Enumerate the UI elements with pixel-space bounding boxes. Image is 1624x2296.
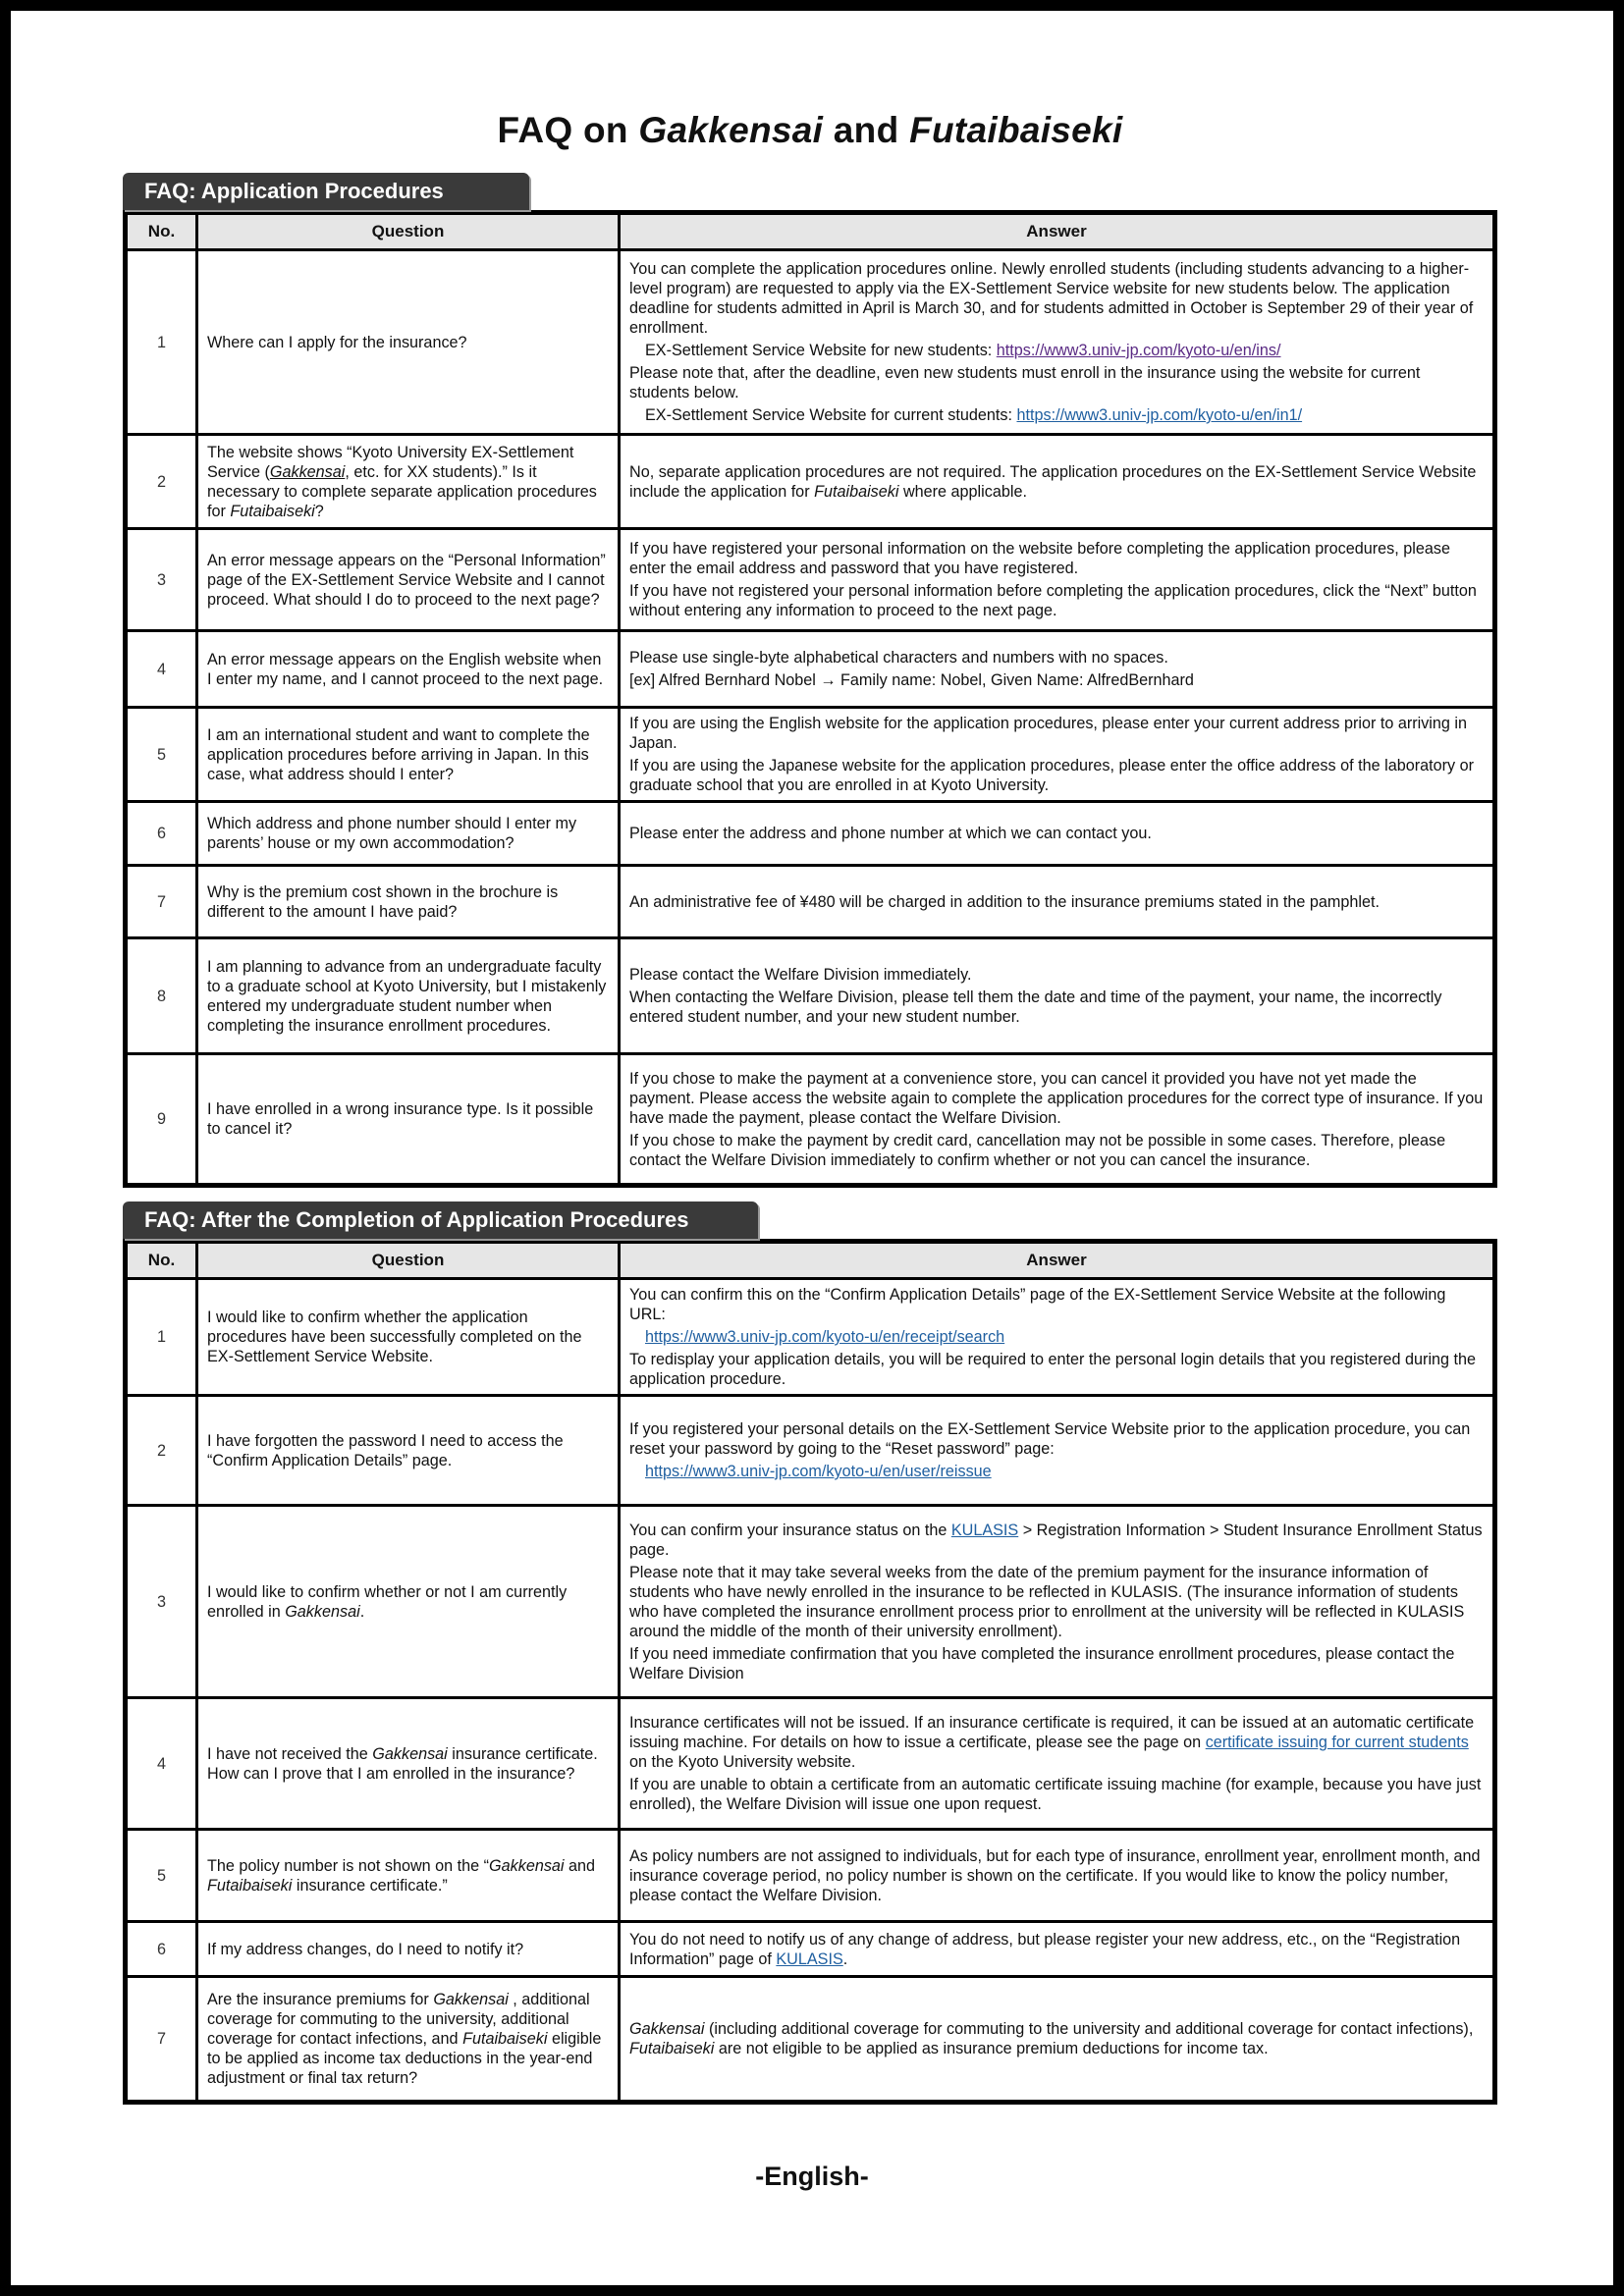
question-em: Gakkensai [489, 1856, 565, 1875]
question-text: and [564, 1856, 596, 1875]
question-cell: If my address changes, do I need to notify it? [197, 1922, 620, 1977]
question-cell: I am planning to advance from an undergraduate faculty to a graduate school at Kyoto University, but I mistakenly entered my undergraduate student number when completing the insurance enrollment procedures. [197, 938, 620, 1054]
question-cell [197, 435, 620, 529]
question-cell: Where can I apply for the insurance? [197, 250, 620, 435]
table-row [126, 1922, 1495, 1977]
answer-cell [620, 1279, 1495, 1396]
question-text: insurance certificate. How can I prove that I am enrolled in the insurance? [207, 1744, 598, 1783]
answer-cell: As policy numbers are not assigned to individuals, but for each type of insurance, enrollment year, enrollment month, and insurance coverage period, no policy number is shown on the certificate. If you would like to know the policy number, please contact the Welfare Division. [620, 1830, 1495, 1922]
row-number: 7 [126, 866, 197, 938]
answer-text: If you chose to make the payment by credit card, cancellation may not be possible in some cases. Therefore, please contact the Welfare Division immediately to confirm whether or not you can cancel the insurance. [629, 1131, 1446, 1169]
answer-text: No, separate application procedures are not required. The application procedures on the EX-Settlement Service Website include the application for [629, 462, 1477, 501]
answer-text: You do not need to notify us of any change of address, but please register your new address, etc., on the “Registration Information” page of [629, 1930, 1461, 1968]
receipt-search-url-link[interactable]: https://www3.univ-jp.com/kyoto-u/en/receipt/search [645, 1328, 1005, 1346]
answer-cell [620, 1054, 1495, 1186]
table-row [126, 1698, 1495, 1830]
table-row [126, 708, 1495, 802]
question-em: Futaibaiseki [230, 502, 315, 520]
question-text: , additional coverage for commuting to the university, additional coverage for contact infections, and [207, 1991, 590, 2048]
answer-text [629, 1521, 1484, 1560]
table-header-row [126, 1242, 1495, 1279]
language-footer: -English- [755, 2162, 869, 2191]
new-students-url-link[interactable]: https://www3.univ-jp.com/kyoto-u/en/ins/ [996, 342, 1281, 359]
answer-em: Futaibaiseki [629, 2040, 715, 2057]
section-header-after-completion: FAQ: After the Completion of Application Procedures [123, 1201, 758, 1239]
answer-cell [620, 938, 1495, 1054]
answer-cell [620, 1698, 1495, 1830]
row-number: 4 [126, 1698, 197, 1830]
column-header-question: Question [197, 213, 620, 250]
page-title [123, 110, 1497, 151]
table-row [126, 1977, 1495, 2103]
question-em: Gakkensai [269, 462, 346, 481]
question-cell [197, 1830, 620, 1922]
answer-text: When contacting the Welfare Division, please tell them the date and time of the payment, your name, the incorrectly entered student number, and your new student number. [629, 988, 1442, 1026]
answer-text: Please note that it may take several weeks from the date of the premium payment for the insurance information of students who have newly enrolled in the insurance to be reflected in KULASIS. (The insurance information of students who have completed the insurance enrollment process prior to enrollment at the university will be reflected in KULASIS around the middle of the month of their university enrollment). [629, 1563, 1465, 1640]
question-text: eligible to be applied as income tax deductions in the year-end adjustment or final tax return? [207, 2030, 602, 2087]
row-number: 1 [126, 1279, 197, 1396]
answer-text: If you chose to make the payment at a convenience store, you can cancel it provided you have not yet made the payment. Please access the website again to complete the application procedures for the correct type of insurance. If you have made the payment, please contact the Welfare Division. [629, 1069, 1484, 1127]
answer-text: If you have registered your personal information on the website before completing the application procedures, please enter the email address and password that you have registered. [629, 540, 1450, 577]
row-number: 3 [126, 529, 197, 631]
table-row [126, 1396, 1495, 1506]
question-cell [197, 1698, 620, 1830]
row-number: 6 [126, 802, 197, 866]
answer-text: . [842, 1949, 848, 1968]
answer-text [629, 1713, 1484, 1772]
question-em: Futaibaiseki [207, 1876, 293, 1895]
kulasis-link[interactable]: KULASIS [950, 1521, 1019, 1539]
certificate-issuing-link[interactable]: certificate issuing for current students [1205, 1734, 1469, 1751]
answer-cell [620, 250, 1495, 435]
row-number: 4 [126, 631, 197, 708]
column-header-answer: Answer [620, 213, 1495, 250]
question-text: ? [314, 502, 324, 520]
answer-text: where applicable. [898, 482, 1027, 501]
question-text: The policy number is not shown on the “ [207, 1856, 490, 1875]
title-text: and [823, 110, 910, 150]
question-em: Gakkensai [372, 1744, 448, 1763]
link-label: EX-Settlement Service Website for new students: [645, 342, 997, 359]
answer-text: If you have not registered your personal information before completing the application procedures, click the “Next” button without entering any information to proceed to the next page. [629, 582, 1477, 619]
answer-text: Please note that, after the deadline, even new students must enroll in the insurance using the website for current students below. [629, 364, 1421, 401]
question-text: insurance certificate.” [292, 1876, 448, 1895]
answer-text: > Registration Information > Student Insurance Enrollment Status page. [629, 1521, 1483, 1559]
column-header-answer: Answer [620, 1242, 1495, 1279]
table-row [126, 938, 1495, 1054]
question-em: Futaibaiseki [462, 2030, 548, 2048]
answer-text: If you are unable to obtain a certificate from an automatic certificate issuing machine (for example, because you have just enrolled), the Welfare Division will issue one upon request. [629, 1776, 1482, 1813]
title-em-futaibaiseki: Futaibaiseki [909, 110, 1123, 150]
table-row [126, 1279, 1495, 1396]
answer-text: You can confirm your insurance status on the [629, 1521, 951, 1539]
answer-text [629, 405, 1484, 425]
answer-text: If you are using the Japanese website for the application procedures, please enter the office address of the laboratory or graduate school that you are enrolled in at Kyoto University. [629, 757, 1474, 794]
answer-text: [ex] Alfred Bernhard Nobel → Family name: Nobel, Given Name: AlfredBernhard [629, 671, 1194, 689]
column-header-no: No. [126, 1242, 197, 1279]
row-number: 3 [126, 1506, 197, 1698]
row-number: 7 [126, 1977, 197, 2103]
answer-text: You can confirm this on the “Confirm Application Details” page of the EX-Settlement Service Website at the following URL: [629, 1286, 1446, 1323]
answer-cell [620, 708, 1495, 802]
document-content [123, 98, 1497, 2118]
question-em: Gakkensai [433, 1991, 509, 2008]
table-header-row [126, 213, 1495, 250]
table-row [126, 1054, 1495, 1186]
question-cell: I am an international student and want to complete the application procedures before arriving in Japan. In this case, what address should I enter? [197, 708, 620, 802]
table-row [126, 1830, 1495, 1922]
question-text: . [359, 1602, 365, 1621]
reset-password-url-link[interactable]: https://www3.univ-jp.com/kyoto-u/en/user/reissue [645, 1463, 992, 1480]
answer-text: Insurance certificates will not be issued. If an insurance certificate is required, it can be issued at an automatic certificate issuing machine. For details on how to issue a certificate, please see the page on [629, 1714, 1475, 1751]
table-row [126, 802, 1495, 866]
question-cell: Which address and phone number should I enter my parents’ house or my own accommodation? [197, 802, 620, 866]
question-cell: I have enrolled in a wrong insurance type. Is it possible to cancel it? [197, 1054, 620, 1186]
section-header-application-procedures: FAQ: Application Procedures [123, 173, 529, 210]
question-em: Gakkensai [285, 1602, 360, 1621]
row-number: 6 [126, 1922, 197, 1977]
table-row [126, 435, 1495, 529]
answer-em: Gakkensai [629, 2020, 705, 2038]
kulasis-link[interactable]: KULASIS [776, 1949, 843, 1968]
link-label: EX-Settlement Service Website for current students: [645, 406, 1017, 424]
column-header-question: Question [197, 1242, 620, 1279]
answer-text: You can complete the application procedures online. Newly enrolled students (including students advancing to a higher-level program) are requested to apply via the EX-Settlement Service website for new students below. The application deadline for students admitted in April is March 30, and for students admitted in October is September 29 of their year of enrollment. [629, 260, 1474, 337]
row-number: 2 [126, 1396, 197, 1506]
question-cell [197, 1977, 620, 2103]
answer-cell [620, 1396, 1495, 1506]
row-number: 1 [126, 250, 197, 435]
question-text: The website shows “Kyoto University EX-Settlement Service ( [207, 443, 574, 481]
question-text: Are the insurance premiums for [207, 1991, 434, 2008]
answer-cell: Please enter the address and phone number at which we can contact you. [620, 802, 1495, 866]
answer-text [629, 341, 1484, 360]
answer-text: (including additional coverage for commuting to the university and additional coverage for contact infections), [704, 2020, 1474, 2038]
row-number: 8 [126, 938, 197, 1054]
table-row [126, 529, 1495, 631]
question-cell: An error message appears on the English website when I enter my name, and I cannot proceed to the next page. [197, 631, 620, 708]
current-students-url-link[interactable]: https://www3.univ-jp.com/kyoto-u/en/in1/ [1016, 406, 1303, 424]
faq-table-after-completion [123, 1239, 1497, 2105]
table-row [126, 1506, 1495, 1698]
answer-cell [620, 1977, 1495, 2103]
title-text: FAQ on [497, 110, 639, 150]
answer-text: on the Kyoto University website. [629, 1753, 856, 1771]
title-em-gakkensai: Gakkensai [638, 110, 824, 150]
question-cell: I have forgotten the password I need to access the “Confirm Application Details” page. [197, 1396, 620, 1506]
answer-cell [620, 631, 1495, 708]
question-text: , etc. for XX students).” Is it necessary to complete separate application procedures for [207, 462, 597, 520]
question-cell: An error message appears on the “Personal Information” page of the EX-Settlement Service Website and I cannot proceed. What should I do to proceed to the next page? [197, 529, 620, 631]
answer-text: Please contact the Welfare Division immediately. [629, 966, 972, 984]
table-row [126, 250, 1495, 435]
row-number: 5 [126, 708, 197, 802]
question-cell: I would like to confirm whether the application procedures have been successfully completed on the EX-Settlement Service Website. [197, 1279, 620, 1396]
question-cell [197, 1506, 620, 1698]
row-number: 9 [126, 1054, 197, 1186]
answer-cell [620, 1922, 1495, 1977]
column-header-no: No. [126, 213, 197, 250]
faq-table-application-procedures [123, 210, 1497, 1188]
answer-cell [620, 1506, 1495, 1698]
answer-text: Please use single-byte alphabetical characters and numbers with no spaces. [629, 649, 1168, 667]
answer-text: If you registered your personal details on the EX-Settlement Service Website prior to the application procedure, you can reset your password by going to the “Reset password” page: [629, 1420, 1471, 1458]
answer-text: If you are using the English website for the application procedures, please enter your current address prior to arriving in Japan. [629, 715, 1468, 752]
question-text: I would like to confirm whether or not I am currently enrolled in [207, 1582, 568, 1621]
answer-cell [620, 529, 1495, 631]
answer-text: To redisplay your application details, you will be required to enter the personal login details that you registered during the application procedure. [629, 1351, 1477, 1388]
answer-text: are not eligible to be applied as insurance premium deductions for income tax. [714, 2040, 1269, 2057]
question-cell: Why is the premium cost shown in the brochure is different to the amount I have paid? [197, 866, 620, 938]
answer-cell [620, 435, 1495, 529]
row-number: 5 [126, 1830, 197, 1922]
table-row [126, 866, 1495, 938]
answer-em: Futaibaiseki [814, 482, 899, 501]
row-number: 2 [126, 435, 197, 529]
answer-text: If you need immediate confirmation that you have completed the insurance enrollment procedures, please contact the Welfare Division [629, 1644, 1455, 1682]
question-text: I have not received the [207, 1744, 373, 1763]
table-row [126, 631, 1495, 708]
answer-cell: An administrative fee of ¥480 will be charged in addition to the insurance premiums stated in the pamphlet. [620, 866, 1495, 938]
